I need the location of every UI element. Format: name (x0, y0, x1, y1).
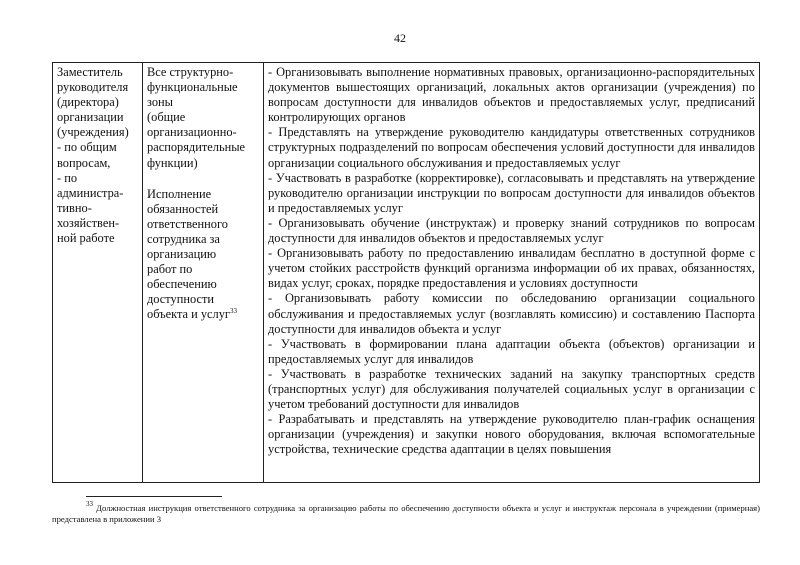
duties-list (268, 65, 755, 457)
position-line: хозяйствен- (57, 215, 120, 230)
zone-line: функции) (147, 155, 198, 170)
position-line: тивно- (57, 200, 92, 215)
position-line: (директора) (57, 95, 119, 110)
page-number: 42 (394, 31, 406, 45)
zone-line: организацию (147, 247, 217, 262)
duty-item: - Организовывать работу комиссии по обследованию организации социального обслуживания и предоставляемых услуг (возглавлять комиссию) и составлению Паспорта доступности для инвалидов объекта и услуг (268, 291, 755, 336)
zone-line: (общие (147, 110, 186, 125)
zone-line: обеспечению (147, 277, 217, 292)
duty-item: - Организовывать обучение (инструктаж) и проверку знаний сотрудников по вопросам доступности для инвалидов объектов и предоставляемых услуг (268, 215, 755, 246)
duty-item: - Организовывать работу по предоставлению инвалидам бесплатно в доступной форме с учетом стойких расстройств функций организма информации об их правах, обязанностях, видах услуг, сроках, порядке предоставления и условиях доступности (268, 246, 755, 291)
zone-line: организационно- (147, 125, 237, 140)
zone-line: зоны (147, 95, 173, 110)
zone-line: сотрудника за (147, 231, 220, 246)
zone-line: распорядительные (147, 140, 246, 155)
position-line: ной работе (57, 231, 115, 246)
duty-item: - Организовывать выполнение нормативных правовых, организационно-распорядительных документов вышестоящих организаций, локальных актов организации (учреждения) по вопросам доступности для инвалидов объектов и предоставляемых услуг, предписаний контролирующих органов (268, 65, 755, 125)
zone-lines-duties (147, 187, 259, 308)
duty-item: - Представлять на утверждение руководителю кандидатуры ответственных сотрудников структурных подразделений по вопросам обеспечения условий доступности для инвалидов организации социального обслуживания и предоставляемых услуг (268, 125, 755, 170)
duty-item: - Участвовать в разработке технических заданий на закупку транспортных средств (транспортных услуг) для обслуживания получателей социальных услуг в организации с учетом требований доступности для инвалидов (268, 366, 755, 412)
table-row (53, 63, 760, 483)
position-line: вопросам, (57, 155, 111, 170)
zone-line: ответственного (147, 216, 228, 231)
footnote-text: Должностная инструкция ответственного сотрудника за организацию работы по обеспечению доступности объекта и услуг и инструктаж персонала в учреждении (примерная) представлена в приложении 3 (52, 503, 760, 524)
footnote-ref: 33 (230, 307, 238, 316)
zone-cell (143, 63, 264, 483)
zone-line: доступности (147, 292, 215, 307)
position-line: руководителя (57, 80, 129, 95)
position-line: администра- (57, 185, 124, 200)
duty-item: - Участвовать в разработке (корректировке), согласовывать и представлять на утверждение руководителю организации инструкции по вопросам доступности для инвалидов объектов и предоставляемых услуг (268, 170, 755, 215)
zone-last-line-text: объекта и услуг (147, 307, 231, 322)
zone-last-line (147, 307, 259, 322)
zone-lines-general (147, 65, 259, 171)
position-line: - по (57, 170, 78, 185)
zone-line: Все структурно- (147, 65, 234, 79)
position-line: Заместитель (57, 65, 123, 79)
duties-cell (264, 63, 760, 483)
position-lines (57, 65, 138, 246)
zone-line: функциональные (147, 80, 238, 95)
footnote-number: 33 (86, 500, 93, 508)
position-line: - по общим (57, 140, 117, 155)
duty-item: - Участвовать в формировании плана адаптации объекта (объектов) организации и предоставляемых услуг для инвалидов (268, 336, 755, 366)
zone-line: обязанностей (147, 201, 219, 216)
zone-line: Исполнение (147, 186, 212, 201)
duty-item: - Разрабатывать и представлять на утверждение руководителю план-график оснащения организации (учреждения) и закупки нового оборудования, включая вспомогательные устройства, технические средства адаптации в целях повышения (268, 412, 755, 457)
footnote-divider (86, 496, 222, 497)
position-line: организации (57, 110, 124, 125)
position-line: (учреждения) (57, 125, 129, 140)
footnote (52, 500, 760, 525)
duties-table (52, 62, 760, 483)
zone-line: работ по (147, 262, 193, 277)
position-cell (53, 63, 143, 483)
